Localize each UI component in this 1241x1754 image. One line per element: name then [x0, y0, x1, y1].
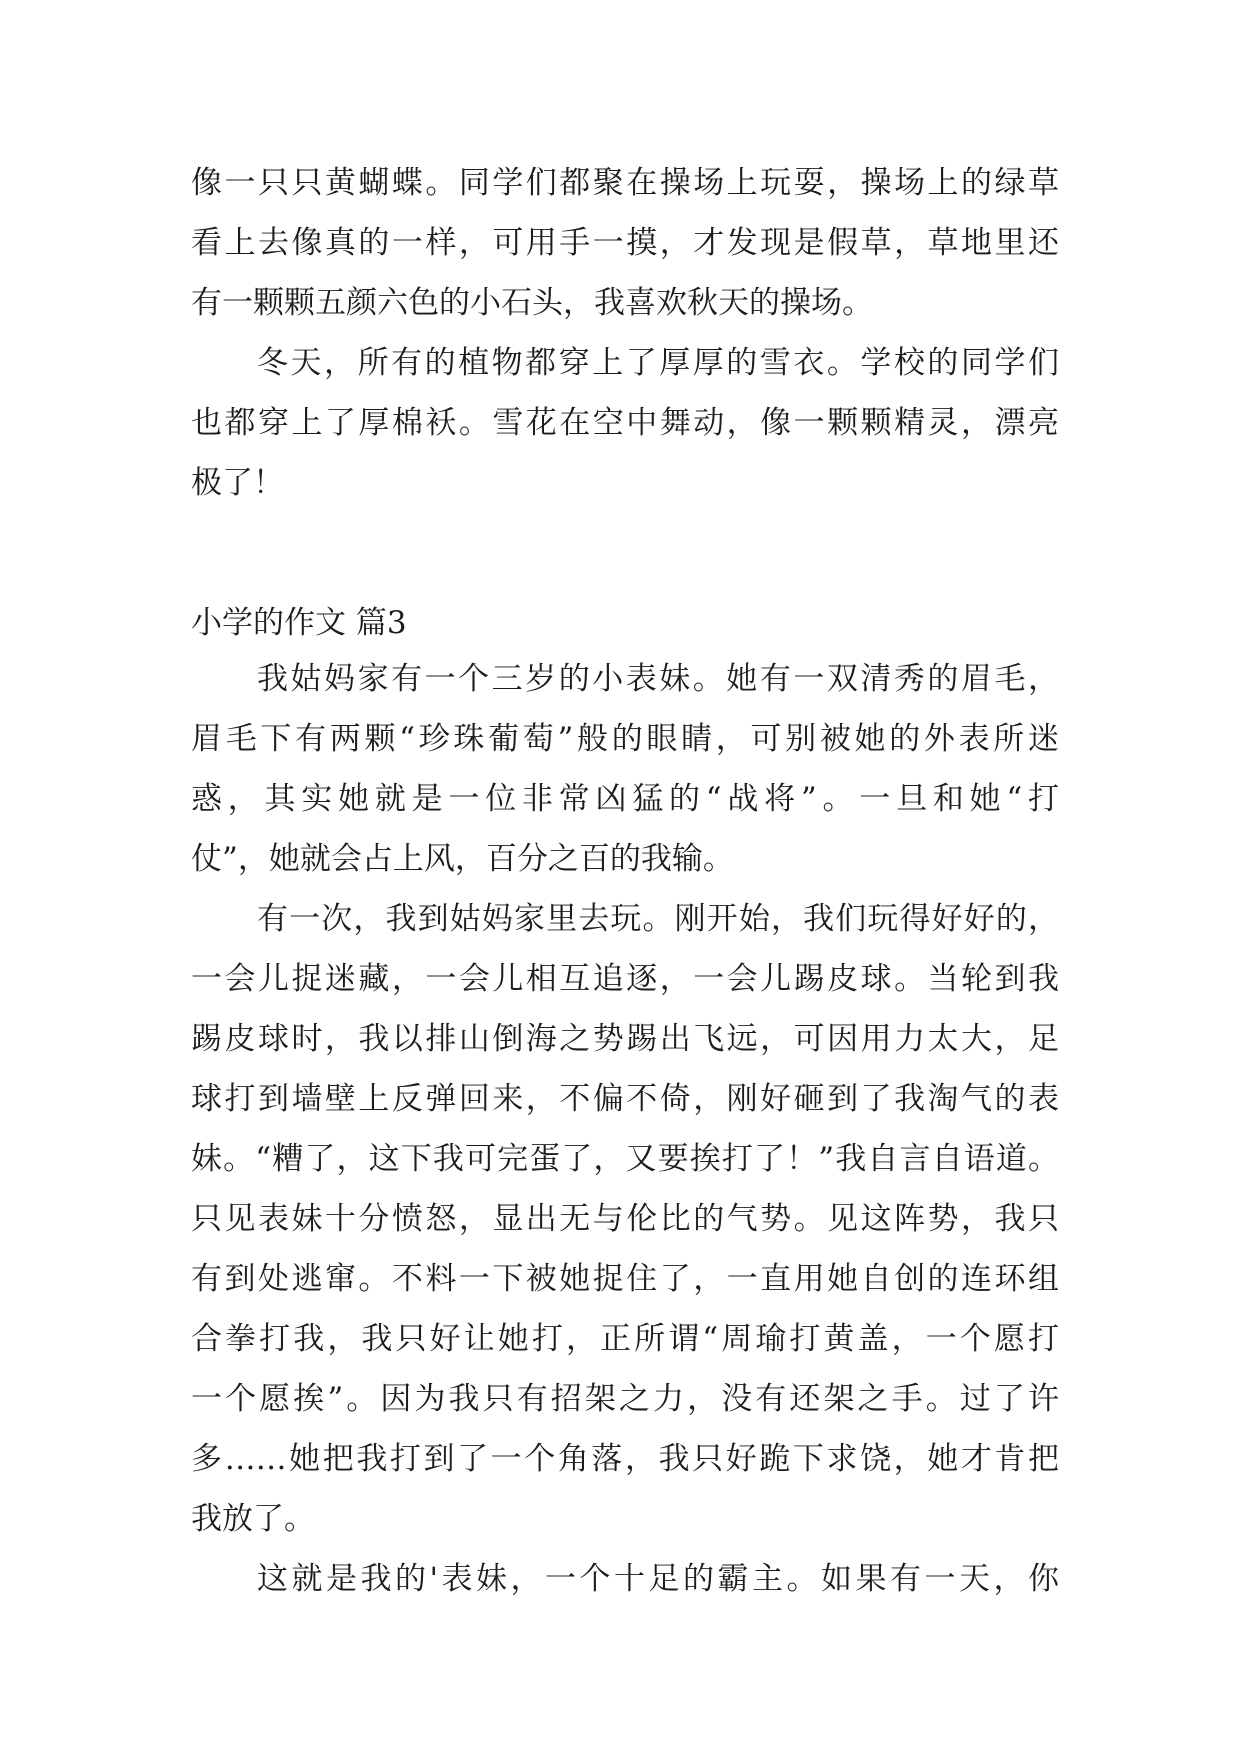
text-line: 一个愿挨”。因为我只有招架之力，没有还架之手。过了许 — [191, 1381, 1059, 1417]
text-line: 踢皮球时，我以排山倒海之势踢出飞远，可因用力太大，足 — [191, 1021, 1059, 1057]
text-line: 有到处逃窜。不料一下被她捉住了，一直用她自创的连环组 — [191, 1261, 1059, 1297]
text-line: 仗”，她就会占上风，百分之百的我输。 — [191, 841, 734, 877]
text-line: 只见表妹十分愤怒，显出无与伦比的气势。见这阵势，我只 — [191, 1201, 1059, 1237]
paragraph-2 — [191, 889, 1059, 1549]
continuation-paragraph — [191, 153, 1059, 333]
text-line: 有一颗颗五颜六色的小石头，我喜欢秋天的操场。 — [191, 285, 873, 321]
text-line: 这就是我的'表妹，一个十足的霸主。如果有一天，你 — [257, 1561, 1059, 1597]
section-gap — [191, 513, 1059, 593]
document-body — [191, 153, 1059, 1609]
text-line: 惑，其实她就是一位非常凶猛的“战将”。一旦和她“打 — [191, 781, 1059, 817]
paragraph-3 — [191, 1549, 1059, 1609]
text-line: 冬天，所有的植物都穿上了厚厚的雪衣。学校的同学们 — [257, 345, 1059, 381]
text-line: 也都穿上了厚棉袄。雪花在空中舞动，像一颗颗精灵，漂亮 — [191, 405, 1059, 441]
section-heading: 小学的作文 篇3 — [191, 605, 407, 641]
text-line: 眉毛下有两颗“珍珠葡萄”般的眼睛，可别被她的外表所迷 — [191, 721, 1059, 757]
text-line: 极了！ — [191, 465, 284, 501]
text-line: 看上去像真的一样，可用手一摸，才发现是假草，草地里还 — [191, 225, 1059, 261]
paragraph-1 — [191, 649, 1059, 889]
text-line: 球打到墙壁上反弹回来，不偏不倚，刚好砸到了我淘气的表 — [191, 1081, 1059, 1117]
text-line: 我放了。 — [191, 1501, 315, 1537]
text-line: 多……她把我打到了一个角落，我只好跪下求饶，她才肯把 — [191, 1441, 1059, 1477]
text-line: 妹。“糟了，这下我可完蛋了，又要挨打了！”我自言自语道。 — [191, 1141, 1059, 1177]
text-line: 我姑妈家有一个三岁的小表妹。她有一双清秀的眉毛， — [257, 661, 1059, 697]
text-line: 合拳打我，我只好让她打，正所谓“周瑜打黄盖，一个愿打 — [191, 1321, 1059, 1357]
winter-paragraph — [191, 333, 1059, 513]
text-line: 一会儿捉迷藏，一会儿相互追逐，一会儿踢皮球。当轮到我 — [191, 961, 1059, 997]
text-line: 像一只只黄蝴蝶。同学们都聚在操场上玩耍，操场上的绿草 — [191, 165, 1059, 201]
text-line: 有一次，我到姑妈家里去玩。刚开始，我们玩得好好的， — [257, 901, 1059, 937]
